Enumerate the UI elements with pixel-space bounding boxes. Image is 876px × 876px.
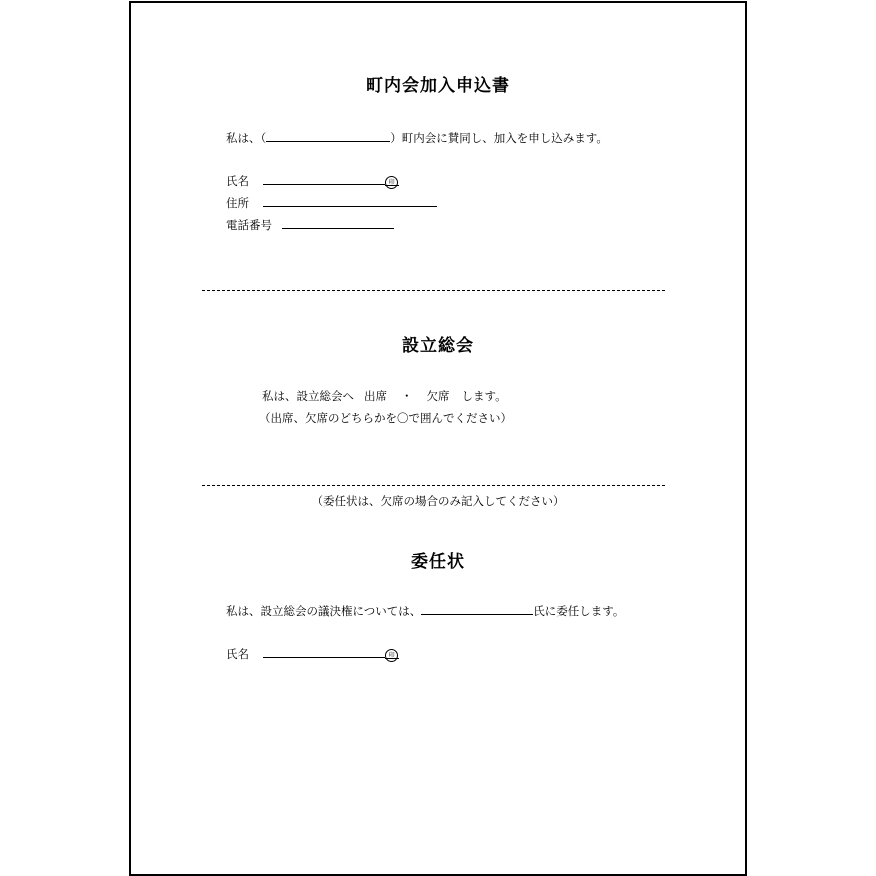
seal-icon: 印 [385, 176, 398, 189]
address-field[interactable] [263, 194, 437, 207]
address-row [226, 194, 437, 211]
address-label: 住所 [226, 196, 249, 210]
attendance-statement [262, 388, 507, 404]
attend-option[interactable]: 出席 [364, 389, 387, 403]
applicant-name-row [226, 172, 399, 189]
application-statement [226, 129, 608, 146]
proxy-name-label: 氏名 [226, 647, 249, 661]
proxy-statement [226, 602, 624, 619]
phone-row [226, 216, 394, 233]
proxy-note: （委任状は、欠席の場合のみ記入してください） [311, 494, 565, 508]
document-page [129, 1, 747, 876]
application-title: 町内会加入申込書 [366, 76, 510, 96]
proxy-suffix: 氏に委任します。 [533, 604, 625, 618]
attendance-prefix: 私は、設立総会へ [262, 389, 354, 403]
meeting-title: 設立総会 [402, 336, 474, 356]
phone-label: 電話番号 [226, 218, 272, 232]
seal-icon: 印 [385, 649, 398, 662]
option-separator: ・ [401, 389, 413, 403]
name-label: 氏名 [226, 174, 249, 188]
cut-line [202, 290, 665, 291]
proxy-name-field[interactable] [263, 645, 385, 658]
intro-prefix: 私は、（ [226, 131, 267, 145]
intro-suffix: ）町内会に賛同し、加入を申し込みます。 [390, 131, 608, 145]
proxy-name-row [226, 645, 399, 662]
proxy-delegate-field[interactable] [421, 602, 533, 615]
neighborhood-name-field[interactable] [266, 129, 390, 142]
proxy-prefix: 私は、設立総会の議決権については、 [226, 604, 422, 618]
attendance-instruction: （出席、欠席のどちらかを〇で囲んでください） [259, 411, 512, 425]
applicant-name-field[interactable] [263, 172, 385, 185]
cut-line [202, 485, 665, 486]
absent-option[interactable]: 欠席 [426, 389, 450, 403]
proxy-title: 委任状 [411, 552, 465, 572]
phone-field[interactable] [282, 216, 394, 229]
attendance-suffix: します。 [461, 389, 507, 403]
